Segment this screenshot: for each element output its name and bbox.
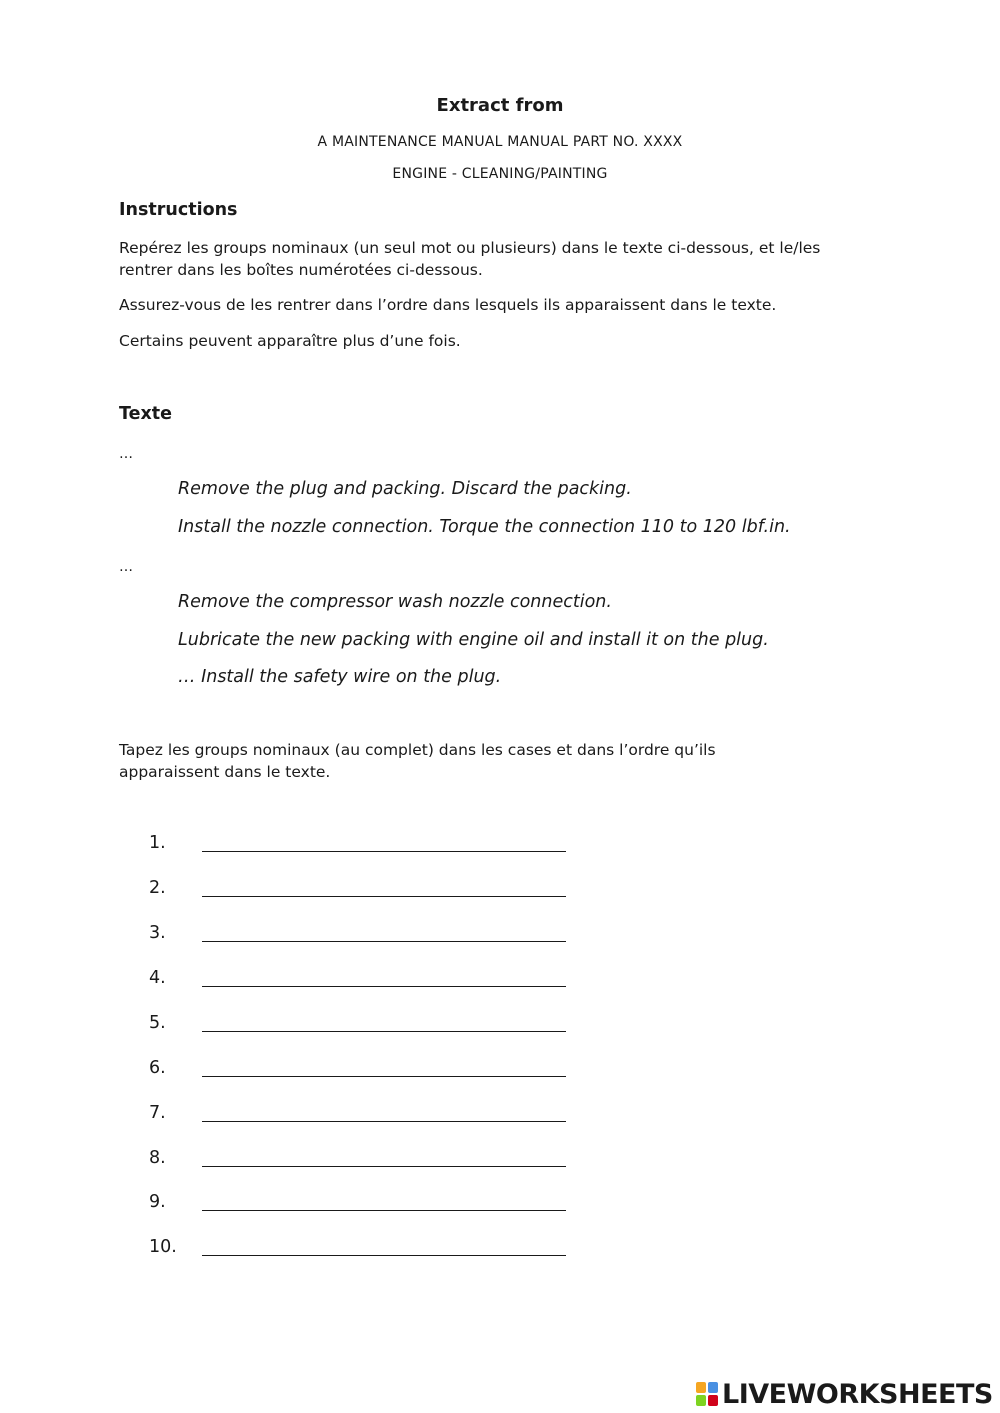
answer-blank-4[interactable]	[202, 986, 566, 987]
document-title: Extract from	[436, 95, 564, 116]
answer-blank-6[interactable]	[202, 1076, 566, 1077]
answer-number: 10.	[149, 1237, 177, 1257]
instructions-paragraph-1: Repérez les groups nominaux (un seul mot ou plusieurs) dans le texte ci-dessous, et le/les rentrer dans les boîtes numérotées ci-dessous.	[119, 239, 821, 279]
answer-number: 9.	[149, 1192, 166, 1212]
task-instruction: Tapez les groups nominaux (au complet) dans les cases et dans l’ordre qu’ils apparaissent dans le texte.	[119, 741, 716, 781]
text-line: Install the nozzle connection. Torque the connection 110 to 120 lbf.in.	[178, 517, 791, 537]
ellipsis-marker: …	[119, 559, 133, 575]
answer-blank-8[interactable]	[202, 1166, 566, 1167]
answer-number: 5.	[149, 1013, 166, 1033]
instructions-paragraph-3: Certains peuvent apparaître plus d’une fois.	[119, 332, 461, 350]
texte-heading: Texte	[119, 404, 173, 424]
text-line: Remove the compressor wash nozzle connection.	[178, 592, 612, 612]
answer-number: 1.	[149, 833, 166, 853]
answer-blank-7[interactable]	[202, 1121, 566, 1122]
logo-text: LIVEWORKSHEETS	[722, 1378, 993, 1410]
instructions-heading: Instructions	[119, 200, 238, 220]
instructions-paragraph-2: Assurez-vous de les rentrer dans l’ordre dans lesquels ils apparaissent dans le texte.	[119, 296, 777, 314]
logo-square-4	[708, 1395, 718, 1406]
answer-number: 2.	[149, 878, 166, 898]
answer-blank-10[interactable]	[202, 1255, 566, 1256]
liveworksheets-logo	[696, 1378, 993, 1410]
text-line: … Install the safety wire on the plug.	[178, 667, 502, 687]
answer-number: 6.	[149, 1058, 166, 1078]
answer-number: 8.	[149, 1148, 166, 1168]
answer-blank-5[interactable]	[202, 1031, 566, 1032]
section-subtitle: ENGINE - CLEANING/PAINTING	[392, 166, 608, 182]
answer-blank-2[interactable]	[202, 896, 566, 897]
text-line: Lubricate the new packing with engine oil and install it on the plug.	[178, 630, 769, 650]
answer-number: 3.	[149, 923, 166, 943]
answer-number: 7.	[149, 1103, 166, 1123]
liveworksheets-logo-icon	[696, 1382, 718, 1406]
manual-subtitle: A MAINTENANCE MANUAL MANUAL PART NO. XXXX	[317, 134, 683, 150]
answer-number: 4.	[149, 968, 166, 988]
ellipsis-marker: …	[119, 446, 133, 462]
logo-square-1	[696, 1382, 706, 1393]
logo-square-2	[708, 1382, 718, 1393]
answer-blank-3[interactable]	[202, 941, 566, 942]
answer-blank-9[interactable]	[202, 1210, 566, 1211]
logo-square-3	[696, 1395, 706, 1406]
text-line: Remove the plug and packing. Discard the packing.	[178, 479, 632, 499]
answer-blank-1[interactable]	[202, 851, 566, 852]
